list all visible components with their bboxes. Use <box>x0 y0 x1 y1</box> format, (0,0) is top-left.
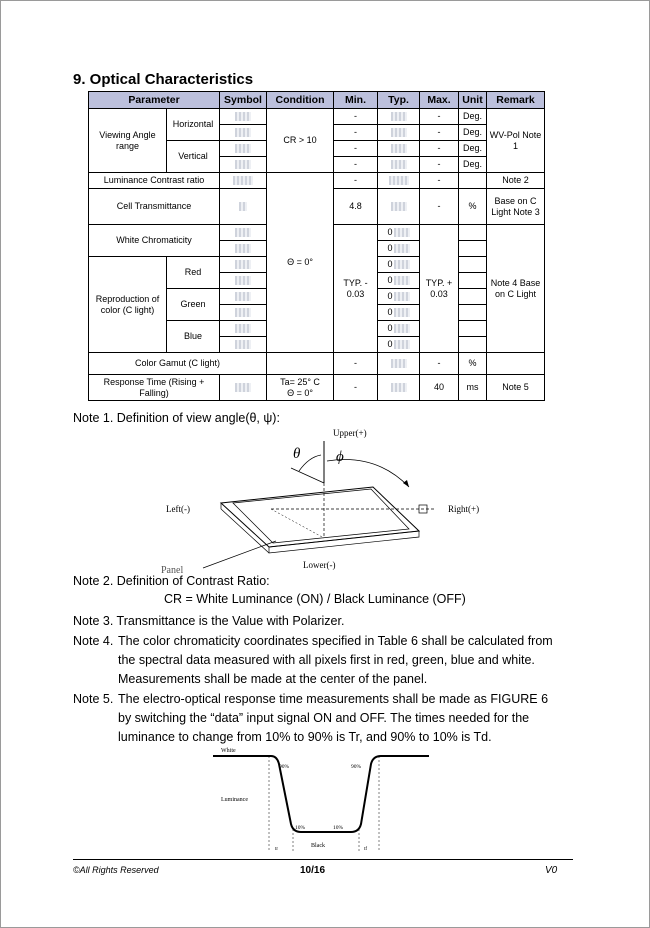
contrast-ratio-formula: CR = White Luminance (ON) / Black Luminance (OFF) <box>164 592 466 606</box>
panel-pointer <box>203 541 276 568</box>
redacted-value <box>394 244 410 253</box>
symbol-cell <box>220 337 267 353</box>
footer-rule <box>73 859 573 860</box>
min-cell: - <box>334 157 378 173</box>
condition-cr: CR > 10 <box>267 109 334 173</box>
response-time-label: Response Time (Rising + Falling) <box>89 375 220 401</box>
typ-cell: 0 <box>378 321 420 337</box>
viewing-angle-label: Viewing Angle range <box>89 109 167 173</box>
remark-note2: Note 2 <box>487 173 545 189</box>
green-label: Green <box>167 289 220 321</box>
header-parameter: Parameter <box>89 92 220 109</box>
max-cell: - <box>420 157 459 173</box>
remark-wv-pol: WV-Pol Note 1 <box>487 109 545 173</box>
redacted-value <box>394 340 410 349</box>
red-label: Red <box>167 257 220 289</box>
redacted-value <box>394 228 410 237</box>
typ-cell <box>378 141 420 157</box>
max-typ-plus: TYP. + 0.03 <box>420 225 459 353</box>
unit-cell <box>459 241 487 257</box>
remark-cell <box>487 353 545 375</box>
vertical-label: Vertical <box>167 141 220 173</box>
note5-line2: by switching the “data” input signal ON and OFF. The times needed for the <box>118 711 530 725</box>
color-gamut-label: Color Gamut (C light) <box>89 353 267 375</box>
min-cell: - <box>334 173 378 189</box>
redacted-value <box>235 160 251 169</box>
horizontal-label: Horizontal <box>167 109 220 141</box>
response-time-figure <box>211 744 436 856</box>
symbol-cell <box>220 225 267 241</box>
unit-cell <box>459 337 487 353</box>
redacted-value <box>391 383 407 392</box>
min-typ-minus: TYP. - 0.03 <box>334 225 378 353</box>
right-label: Right(+) <box>448 504 480 514</box>
header-typ: Typ. <box>378 92 420 109</box>
min-cell: - <box>334 353 378 375</box>
p90-right: 90% <box>351 764 362 770</box>
unit-cell: Deg. <box>459 157 487 173</box>
symbol-cell <box>220 305 267 321</box>
unit-cell <box>459 289 487 305</box>
redacted-value <box>239 202 247 211</box>
remark-note4: Note 4 Base on C Light <box>487 225 545 353</box>
footer-version: V0 <box>545 865 558 876</box>
symbol-cell <box>220 189 267 225</box>
typ-cell <box>378 353 420 375</box>
p10-left: 10% <box>295 825 306 831</box>
header-unit: Unit <box>459 92 487 109</box>
typ-cell: 0 <box>378 225 420 241</box>
luminance-curve <box>213 756 429 832</box>
condition-cell <box>267 353 334 375</box>
max-cell: - <box>420 189 459 225</box>
symbol-cell <box>220 289 267 305</box>
condition-theta0: Θ = 0° <box>267 173 334 353</box>
unit-cell <box>459 257 487 273</box>
black-label: Black <box>311 843 325 849</box>
condition-response: Ta= 25° C Θ = 0° <box>267 375 334 401</box>
header-max: Max. <box>420 92 459 109</box>
redacted-value <box>394 276 410 285</box>
panel-edge <box>269 531 419 553</box>
section-title: 9. Optical Characteristics <box>73 71 254 88</box>
symbol-cell <box>220 125 267 141</box>
typ-cell <box>378 189 420 225</box>
typ-cell: 0 <box>378 337 420 353</box>
max-cell: - <box>420 141 459 157</box>
typ-cell <box>378 375 420 401</box>
tr-label: tr <box>275 847 279 852</box>
unit-cell <box>459 305 487 321</box>
white-label: White <box>221 748 236 754</box>
header-min: Min. <box>334 92 378 109</box>
unit-cell <box>459 225 487 241</box>
redacted-value <box>233 176 253 185</box>
typ-cell: 0 <box>378 305 420 321</box>
min-cell: - <box>334 125 378 141</box>
white-chromaticity-label: White Chromaticity <box>89 225 220 257</box>
luminance-label: Luminance <box>221 797 248 803</box>
symbol-cell <box>220 273 267 289</box>
note5-head: Note 5. <box>73 692 114 706</box>
note2: Note 2. Definition of Contrast Ratio: <box>73 574 270 588</box>
note4-line3: Measurements shall be made at the center of the panel. <box>118 672 428 686</box>
redacted-value <box>235 228 251 237</box>
unit-cell: Deg. <box>459 109 487 125</box>
typ-cell <box>378 109 420 125</box>
remark-note5: Note 5 <box>487 375 545 401</box>
redacted-value <box>391 359 407 368</box>
tf-label: tf <box>364 847 368 852</box>
lower-label: Lower(-) <box>303 560 336 570</box>
view-angle-figure <box>151 423 491 575</box>
max-cell: - <box>420 353 459 375</box>
redacted-value <box>235 260 251 269</box>
redacted-value <box>394 292 410 301</box>
p10-right: 10% <box>333 825 344 831</box>
typ-cell <box>378 125 420 141</box>
note5-line3: luminance to change from 10% to 90% is Tr, and 90% to 10% is Td. <box>118 730 492 744</box>
redacted-value <box>391 160 407 169</box>
redacted-value <box>235 112 251 121</box>
p90-left: 90% <box>279 764 290 770</box>
max-cell: 40 <box>420 375 459 401</box>
note4-head: Note 4. <box>73 634 114 648</box>
unit-cell: Deg. <box>459 125 487 141</box>
redacted-value <box>235 244 251 253</box>
theta-arc <box>299 455 321 471</box>
table-header-row <box>89 92 545 109</box>
phi-symbol: ϕ <box>336 449 344 465</box>
min-cell: 4.8 <box>334 189 378 225</box>
typ-cell <box>378 173 420 189</box>
redacted-value <box>394 324 410 333</box>
symbol-cell <box>220 173 267 189</box>
redacted-value <box>235 276 251 285</box>
min-cell: - <box>334 141 378 157</box>
unit-cell: Deg. <box>459 141 487 157</box>
remark-note3: Base on C Light Note 3 <box>487 189 545 225</box>
unit-cell <box>459 321 487 337</box>
panel-label: Panel <box>161 565 184 575</box>
redacted-value <box>235 128 251 137</box>
redacted-value <box>391 128 407 137</box>
symbol-cell <box>220 321 267 337</box>
symbol-cell <box>220 241 267 257</box>
header-symbol: Symbol <box>220 92 267 109</box>
note5-line1: The electro-optical response time measurements shall be made as FIGURE 6 <box>118 692 549 706</box>
redacted-value <box>389 176 409 185</box>
projection-line <box>271 509 324 538</box>
redacted-value <box>235 340 251 349</box>
note1-caption: Note 1. Definition of view angle(θ, ψ): <box>73 411 280 425</box>
redacted-value <box>394 308 410 317</box>
typ-cell: 0 <box>378 257 420 273</box>
max-cell: - <box>420 109 459 125</box>
redacted-value <box>235 292 251 301</box>
theta-symbol: θ <box>293 446 301 462</box>
redacted-value <box>391 202 407 211</box>
typ-cell: 0 <box>378 289 420 305</box>
note3: Note 3. Transmittance is the Value with Polarizer. <box>73 614 345 628</box>
unit-cell: % <box>459 353 487 375</box>
symbol-cell <box>220 109 267 125</box>
left-label: Left(-) <box>166 504 190 514</box>
luminance-cr-label: Luminance Contrast ratio <box>89 173 220 189</box>
redacted-value <box>235 308 251 317</box>
redacted-value <box>391 144 407 153</box>
note4-line2: the spectral data measured with all pixels first in red, green, blue and white. <box>118 653 535 667</box>
unit-cell: ms <box>459 375 487 401</box>
upper-label: Upper(+) <box>333 428 367 438</box>
redacted-value <box>391 112 407 121</box>
max-cell: - <box>420 173 459 189</box>
symbol-cell <box>220 375 267 401</box>
redacted-value <box>235 383 251 392</box>
theta-line <box>291 468 324 483</box>
unit-cell <box>459 173 487 189</box>
typ-cell <box>378 157 420 173</box>
reproduction-label: Reproduction of color (C light) <box>89 257 167 353</box>
header-remark: Remark <box>487 92 545 109</box>
symbol-cell <box>220 257 267 273</box>
unit-cell <box>459 273 487 289</box>
typ-cell: 0 <box>378 273 420 289</box>
unit-cell: % <box>459 189 487 225</box>
cell-transmittance-label: Cell Transmittance <box>89 189 220 225</box>
header-condition: Condition <box>267 92 334 109</box>
redacted-value <box>235 324 251 333</box>
blue-label: Blue <box>167 321 220 353</box>
symbol-cell <box>220 157 267 173</box>
footer-page-number: 10/16 <box>300 865 326 876</box>
max-cell: - <box>420 125 459 141</box>
footer-copyright: ©All Rights Reserved <box>73 865 159 875</box>
note4-line1: The color chromaticity coordinates specified in Table 6 shall be calculated from <box>118 634 553 648</box>
phi-arrowhead <box>403 480 409 487</box>
optical-characteristics-table <box>88 91 545 401</box>
symbol-cell <box>220 141 267 157</box>
min-cell: - <box>334 109 378 125</box>
min-cell: - <box>334 375 378 401</box>
redacted-value <box>235 144 251 153</box>
typ-cell: 0 <box>378 241 420 257</box>
redacted-value <box>394 260 410 269</box>
